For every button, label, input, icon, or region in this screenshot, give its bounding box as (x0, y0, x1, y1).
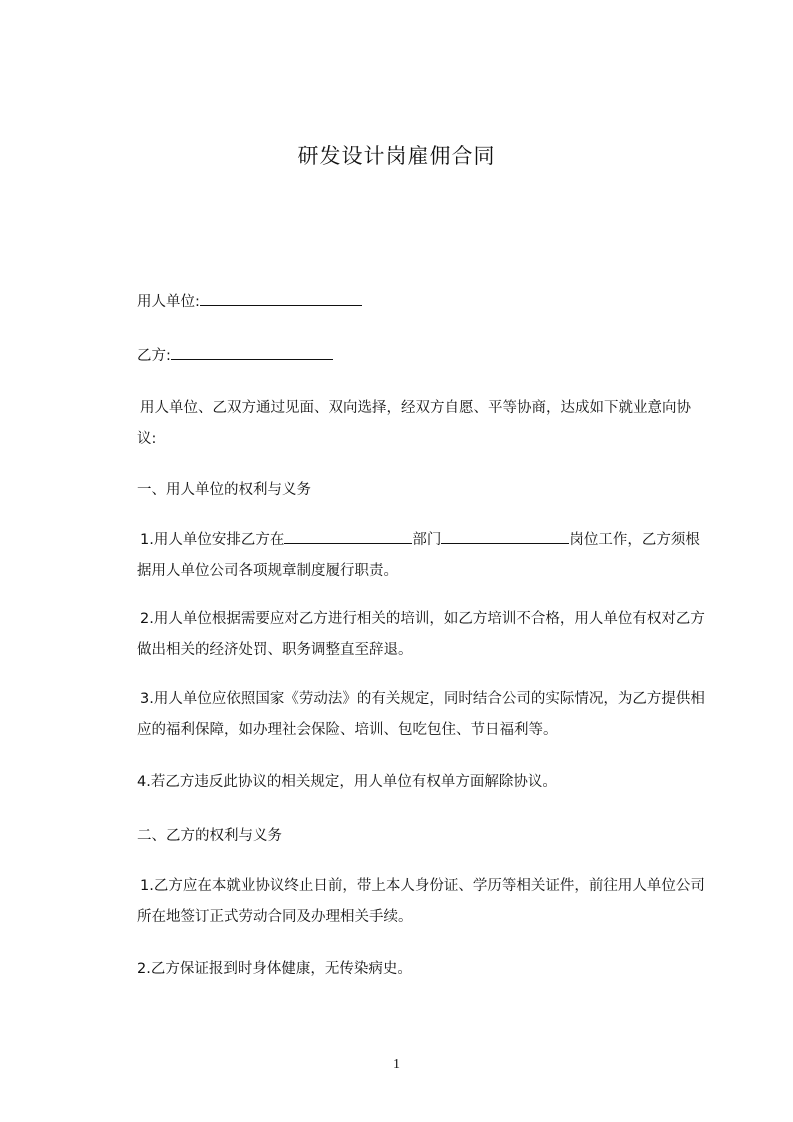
section-1-item-2: 2.用人单位根据需要应对乙方进行相关的培训，如乙方培训不合格，用人单位有权对乙方做出相关的经济处罚、职务调整直至辞退。 (137, 611, 705, 658)
item1-text-c: 岗位工作，乙方须根据用人单位公司各项规章制度履行职责。 (137, 532, 700, 579)
employer-line (137, 291, 362, 312)
section-1-heading: 一、用人单位的权利与义务 (137, 482, 311, 498)
section-2-heading: 二、乙方的权利与义务 (137, 828, 282, 844)
item1-blank-2 (441, 529, 569, 544)
document-title: 研发设计岗雇佣合同 (297, 144, 496, 168)
employer-blank (200, 291, 362, 306)
section-1-item-4: 4.若乙方违反此协议的相关规定，用人单位有权单方面解除协议。 (137, 774, 557, 790)
item1-blank-1 (284, 529, 412, 544)
page-number: 1 (393, 1057, 400, 1072)
party-b-blank (171, 345, 333, 360)
item1-text-a: 1.用人单位安排乙方在 (140, 532, 285, 548)
item1-text-b: 部门 (412, 532, 442, 548)
party-b-label: 乙方: (137, 348, 171, 364)
section-1-item-3: 3.用人单位应依照国家《劳动法》的有关规定，同时结合公司的实际情况，为乙方提供相应的福利保障，如办理社会保险、培训、包吃包住、节日福利等。 (137, 691, 705, 738)
employer-label: 用人单位: (137, 294, 200, 310)
section-2-item-1: 1.乙方应在本就业协议终止日前，带上本人身份证、学历等相关证件，前往用人单位公司所在地签订正式劳动合同及办理相关手续。 (137, 878, 705, 925)
party-b-line (137, 345, 333, 366)
section-2-item-2: 2.乙方保证报到时身体健康，无传染病史。 (137, 961, 412, 977)
intro-paragraph: 用人单位、乙双方通过见面、双向选择，经双方自愿、平等协商，达成如下就业意向协议: (137, 400, 691, 447)
section-1-item-1 (137, 525, 705, 587)
